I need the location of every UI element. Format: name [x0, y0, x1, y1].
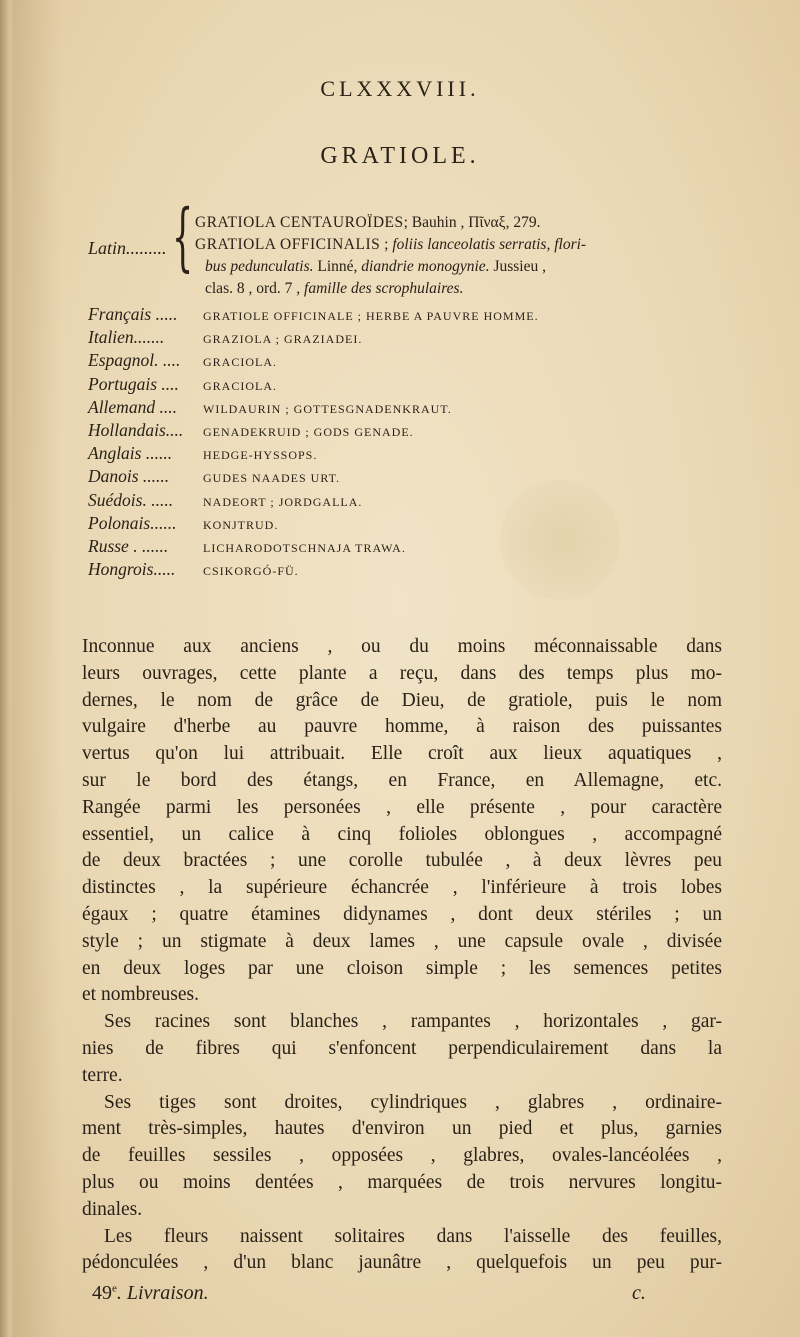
vernacular-name: GRAZIOLA ; GRAZIADEI.	[203, 332, 363, 347]
latin-line-1	[195, 212, 755, 234]
language-label: Italien.......	[88, 327, 165, 348]
name-row	[88, 443, 748, 466]
language-label: Russe . ......	[88, 535, 169, 556]
latin-line-2	[195, 234, 755, 256]
name-row	[88, 350, 748, 373]
name-row	[88, 536, 748, 559]
name-row	[88, 304, 748, 327]
name-row	[88, 327, 748, 350]
text-line: de feuilles sessiles , opposées , glabres, ovales-lancéolées ,	[82, 1145, 722, 1167]
latin-ref-1: ; Bauhin , Πῖναξ, 279.	[403, 214, 541, 231]
text-line: en deux loges par une cloison simple ; les semences petites	[82, 957, 722, 979]
name-row	[88, 466, 748, 489]
language-label: Hongrois.....	[88, 559, 176, 580]
language-label: Portugais ....	[88, 373, 179, 394]
vernacular-name: NADEORT ; JORDGALLA.	[203, 494, 363, 509]
signature-mark: c.	[632, 1282, 646, 1304]
language-label: Français .....	[88, 304, 178, 324]
language-label: Espagnol. ....	[88, 350, 181, 371]
name-row	[88, 559, 748, 582]
paragraph-description	[82, 634, 722, 1009]
latin-pre-4: clas. 8 , ord. 7 ,	[205, 280, 305, 297]
vernacular-name: KONJTRUD.	[203, 517, 279, 532]
text-line: ment très-simples, hautes d'environ un pied et plus, garnies	[82, 1118, 722, 1140]
vernacular-name: GRATIOLE OFFICINALE ; HERBE A PAUVRE HOMME.	[203, 309, 539, 323]
page-footer	[92, 1282, 692, 1305]
text-line: et nombreuses.	[82, 984, 199, 1006]
text-line: plus ou moins dentées , marquées de trois nervures longitu-	[82, 1171, 722, 1193]
binding-edge	[0, 0, 14, 1337]
vernacular-name: GRACIOLA.	[203, 355, 277, 370]
latin-sep-2: ;	[380, 236, 393, 253]
text-line: essentiel, un calice à cinq folioles oblongues , accompagné	[82, 823, 722, 845]
vernacular-names-list	[88, 304, 748, 582]
text-line: dinales.	[82, 1198, 143, 1220]
latin-name-1: GRATIOLA CENTAUROÏDES	[195, 214, 404, 231]
latin-line-4	[195, 278, 755, 300]
text-line: Inconnue aux anciens , ou du moins méconnaissable dans	[82, 636, 722, 657]
paragraph-flowers	[82, 1224, 722, 1278]
latin-class-3: diandrie monogynie.	[361, 258, 490, 275]
vernacular-name: CSIKORGÓ-FÜ.	[203, 564, 299, 579]
vernacular-name: GENADEKRUID ; GODS GENADE.	[203, 424, 414, 439]
page-title: GRATIOLE.	[320, 143, 480, 169]
language-label: Danois ......	[88, 466, 170, 487]
text-line: vertus qu'on lui attribuait. Elle croît aux lieux aquatiques ,	[82, 743, 722, 765]
text-line: pédonculées , d'un blanc jaunâtre , quelquefois un peu pur-	[82, 1252, 722, 1274]
text-line: Ses racines sont blanches , rampantes , horizontales , gar-	[104, 1011, 722, 1033]
paragraph-stems	[82, 1090, 722, 1224]
text-line: de deux bractées ; une corolle tubulée , à deux lèvres peu	[82, 850, 722, 872]
name-row	[88, 374, 748, 397]
language-label: Hollandais....	[88, 419, 184, 440]
text-line: nies de fibres qui s'enfoncent perpendiculairement dans la	[82, 1037, 722, 1059]
text-line: leurs ouvrages, cette plante a reçu, dans des temps plus mo-	[82, 662, 722, 684]
livraison-number: 49	[92, 1282, 112, 1304]
chapter-numeral: CLXXXVIII.	[320, 76, 480, 101]
vernacular-name: HEDGE-HYSSOPS.	[203, 448, 318, 463]
name-row	[88, 490, 748, 513]
vernacular-name: WILDAURIN ; GOTTESGNADENKRAUT.	[203, 401, 452, 416]
vernacular-name: LICHARODOTSCHNAJA TRAWA.	[203, 540, 406, 555]
paragraph-roots	[82, 1009, 722, 1089]
latin-line-3	[195, 256, 755, 278]
livraison-superscript: e	[112, 1282, 117, 1295]
latin-label: Latin.........	[88, 238, 167, 258]
text-line: sur le bord des étangs, en France, en Allemagne, etc.	[82, 769, 722, 791]
latin-desc-3: bus pedunculatis.	[205, 258, 314, 275]
latin-rest-3: Jussieu ,	[489, 258, 546, 275]
text-line: Rangée parmi les personées , elle présente , pour caractère	[82, 796, 722, 818]
name-row	[88, 420, 748, 443]
vernacular-name: GUDES NAADES URT.	[203, 471, 341, 486]
language-label: Suédois. .....	[88, 489, 174, 510]
latin-author-3: Linné,	[313, 258, 362, 275]
livraison-label: . Livraison.	[116, 1282, 209, 1304]
language-label: Polonais......	[88, 512, 177, 533]
vernacular-name: GRACIOLA.	[203, 378, 277, 393]
text-line: distinctes , la supérieure échancrée , l'inférieure à trois lobes	[82, 877, 722, 899]
name-row	[88, 397, 748, 420]
text-line: terre.	[82, 1064, 123, 1086]
text-line: Ses tiges sont droites, cylindriques , glabres , ordinaire-	[104, 1091, 722, 1113]
latin-family-4: famille des scrophulaires.	[304, 280, 464, 297]
language-label: Allemand ....	[88, 396, 177, 417]
latin-desc-2: foliis lanceolatis serratis, flori-	[392, 236, 587, 253]
body-text	[82, 634, 722, 1277]
latin-synonyms	[195, 212, 755, 300]
text-line: Les fleurs naissent solitaires dans l'aisselle des feuilles,	[104, 1225, 722, 1247]
name-row	[88, 513, 748, 536]
latin-brace: {	[172, 194, 194, 280]
latin-name-2: GRATIOLA OFFICINALIS	[195, 236, 381, 253]
text-line: égaux ; quatre étamines didynames , dont deux stériles ; un	[82, 903, 722, 925]
language-label: Anglais ......	[88, 443, 173, 464]
text-line: vulgaire d'herbe au pauvre homme, à raison des puissantes	[82, 716, 722, 738]
text-line: dernes, le nom de grâce de Dieu, de gratiole, puis le nom	[82, 689, 722, 711]
text-line: style ; un stigmate à deux lames , une capsule ovale , divisée	[82, 930, 722, 952]
